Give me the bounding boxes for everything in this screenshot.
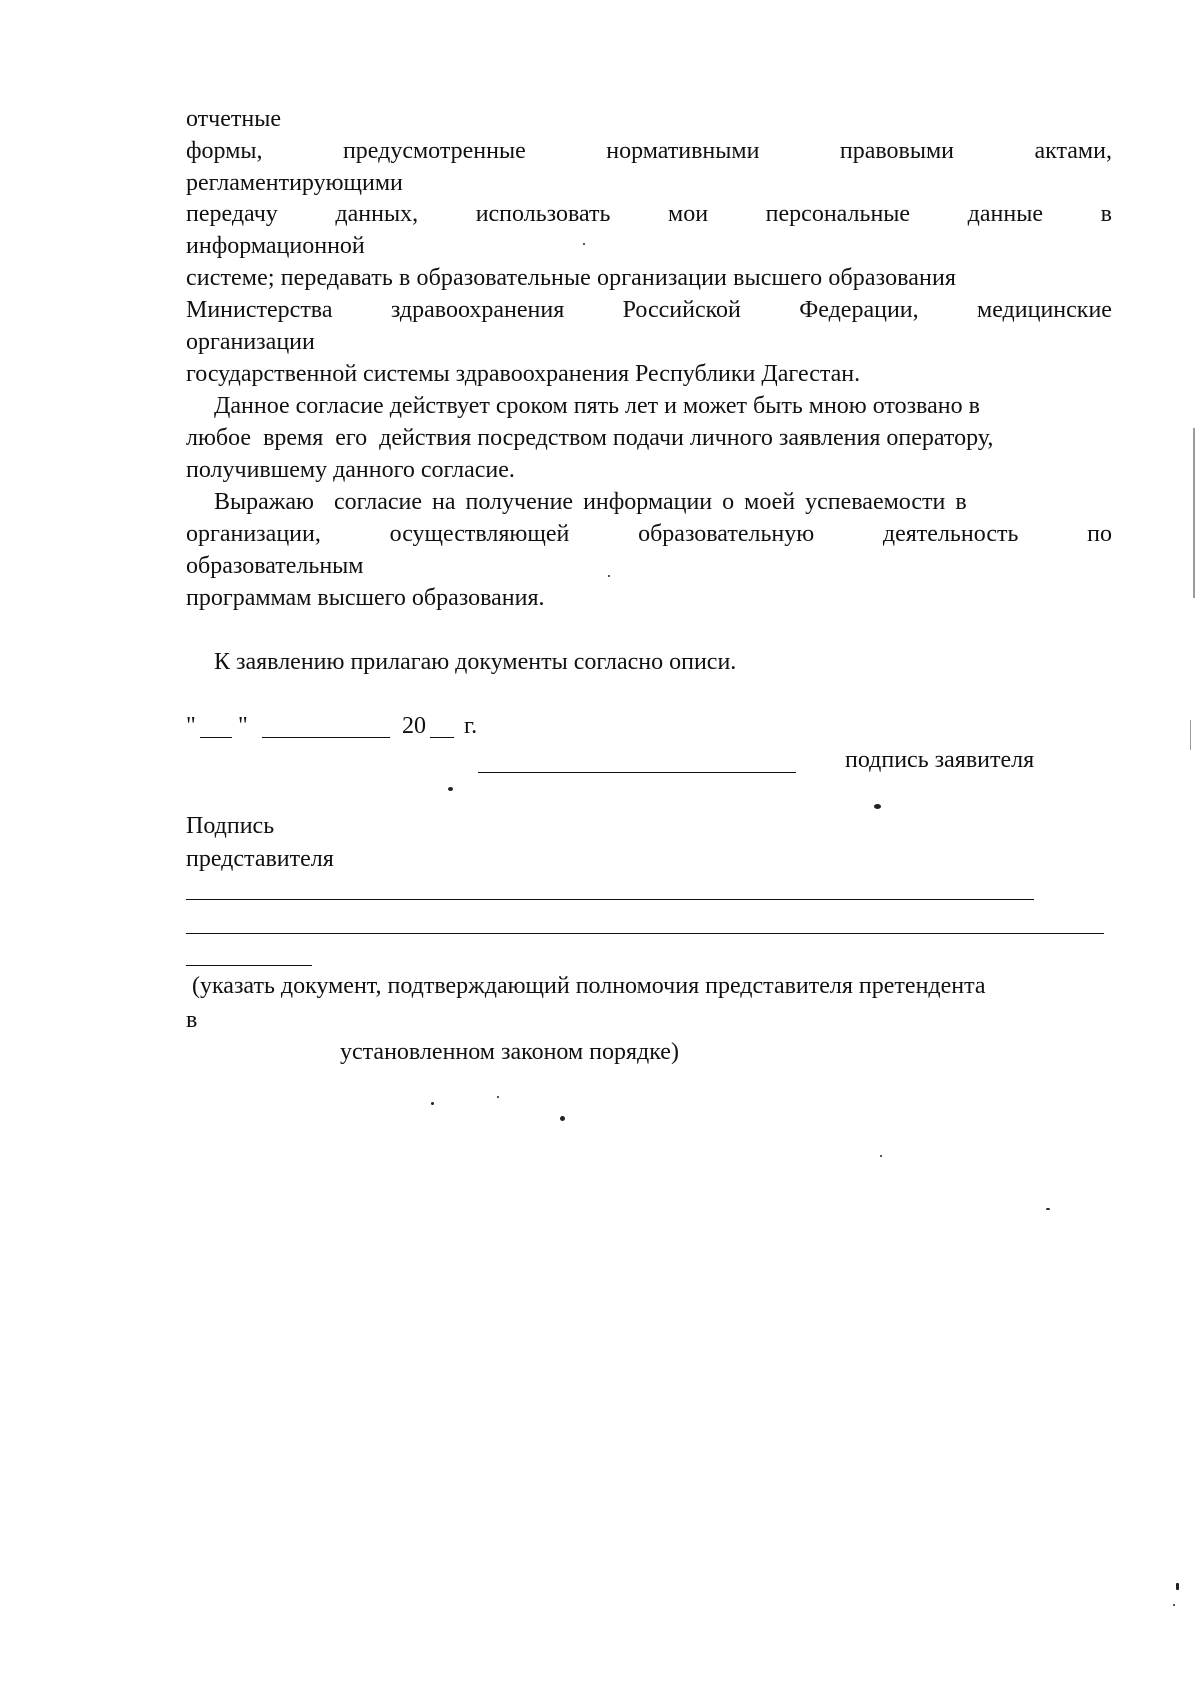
day-blank [200, 737, 232, 738]
representative-note-line-1: (указать документ, подтверждающий полномочия представителя претендента [192, 973, 986, 999]
representative-signature-line-2 [186, 933, 1104, 934]
word: Министерства [186, 297, 333, 323]
scan-speck [874, 804, 881, 809]
applicant-signature-line [478, 772, 796, 773]
scan-speck [1176, 1583, 1179, 1590]
word: Федерации, [799, 297, 919, 323]
scan-speck [583, 243, 585, 245]
scan-edge-mark [1193, 428, 1195, 598]
representative-signature-line-3 [186, 965, 312, 966]
consent-line-1: отчетные [186, 106, 282, 132]
representative-label-line-1: Подпись [186, 813, 275, 839]
progress-line-1: Выражаю согласие на получение информации о моей успеваемости в [214, 489, 967, 515]
representative-note-line-3: установленном законом порядке) [340, 1039, 679, 1065]
scan-speck [497, 1096, 499, 1098]
word: Российской [622, 297, 741, 323]
validity-line-1: Данное согласие действует сроком пять лет и может быть мною отозвано в [214, 393, 980, 419]
scan-speck [1046, 1208, 1050, 1210]
progress-line-4: программам высшего образования. [186, 585, 545, 611]
month-blank [262, 737, 390, 738]
word: актами, [1034, 138, 1112, 164]
progress-line-3: образовательным [186, 553, 364, 579]
date-quote-open: " [186, 713, 196, 739]
scan-speck [431, 1102, 434, 1105]
applicant-signature-label: подпись заявителя [845, 747, 1035, 773]
scan-speck [608, 575, 610, 577]
word: передачу [186, 201, 278, 227]
word: персональные [765, 201, 911, 227]
consent-line-4 [186, 198, 1112, 230]
consent-line-2 [186, 135, 1112, 167]
word: образовательную [638, 521, 815, 547]
date-year-suffix: г. [464, 713, 478, 739]
word: нормативными [606, 138, 760, 164]
year-blank [430, 737, 454, 738]
word: мои [668, 201, 709, 227]
consent-line-7 [186, 294, 1112, 326]
consent-line-5: информационной [186, 233, 365, 259]
word: данные [967, 201, 1043, 227]
scan-speck [1173, 1604, 1175, 1606]
representative-note-line-2: в [186, 1007, 198, 1033]
consent-line-8: организации [186, 329, 315, 355]
scan-speck [448, 787, 453, 791]
word: предусмотренные [342, 138, 526, 164]
scan-speck [880, 1155, 882, 1157]
word: правовыми [839, 138, 955, 164]
word: организации, [186, 521, 321, 547]
representative-label-line-2: представителя [186, 846, 334, 872]
scan-speck [560, 1116, 565, 1121]
consent-line-9: государственной системы здравоохранения Республики Дагестан. [186, 361, 861, 387]
date-quote-close: " [238, 713, 248, 739]
scan-edge-mark [1190, 720, 1191, 750]
attachments-text: К заявлению прилагаю документы согласно описи. [214, 649, 737, 675]
consent-line-6: системе; передавать в образовательные организации высшего образования [186, 265, 957, 291]
validity-line-3: получившему данного согласие. [186, 457, 515, 483]
word: данных, [335, 201, 419, 227]
validity-line-2: любое время его действия посредством подачи личного заявления оператору, [186, 425, 994, 451]
word: по [1087, 521, 1112, 547]
date-line [186, 710, 526, 742]
word: формы, [186, 138, 263, 164]
progress-line-2 [186, 518, 1112, 550]
word: медицинские [977, 297, 1112, 323]
word: деятельность [882, 521, 1019, 547]
word: осуществляющей [389, 521, 570, 547]
word: в [1100, 201, 1112, 227]
word: здравоохранения [390, 297, 565, 323]
date-year-prefix: 20 [402, 713, 426, 739]
consent-line-3: регламентирующими [186, 170, 403, 196]
word: использовать [475, 201, 611, 227]
representative-signature-line-1 [186, 899, 1034, 900]
